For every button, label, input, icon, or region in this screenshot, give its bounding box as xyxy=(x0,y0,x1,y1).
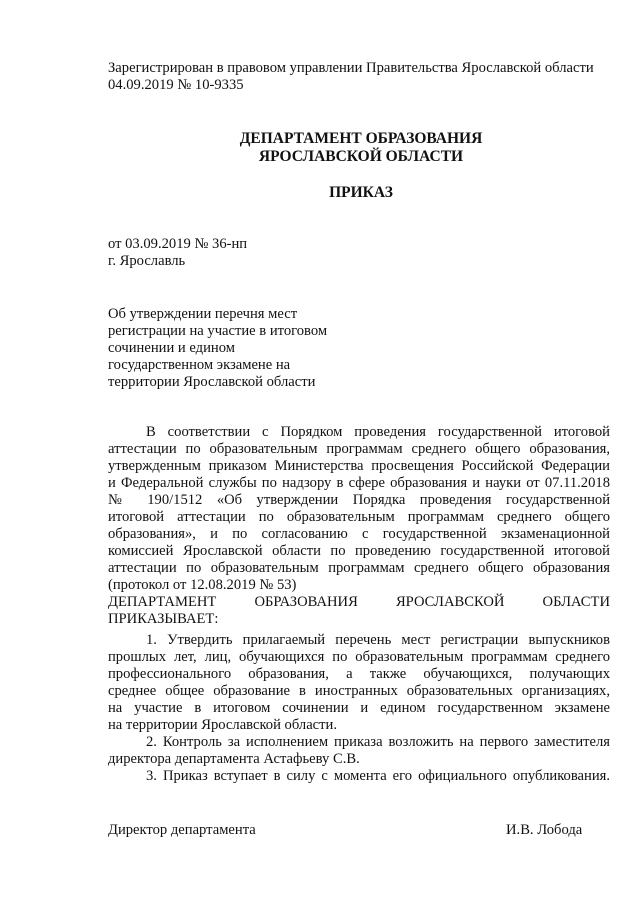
item-1-line: 1. Утвердить прилагаемый перечень мест регистрации выпускников xyxy=(146,632,610,648)
preamble-line: и Федеральной службы по надзору в сфере образования и науки от 07.11.2018 xyxy=(108,475,610,491)
orders-line: ПРИКАЗЫВАЕТ: xyxy=(108,611,219,627)
preamble-line: В соответствии с Порядком проведения государственной итоговой xyxy=(146,424,610,440)
preamble xyxy=(108,424,610,628)
preamble-line: образования», и по согласованию с государственной экзаменационной xyxy=(108,526,610,542)
signature-position: Директор департамента xyxy=(108,822,256,838)
subject-line: регистрации на участие в итоговом xyxy=(108,323,328,339)
city: г. Ярославль xyxy=(108,253,186,269)
subject-line: Об утверждении перечня мест xyxy=(108,306,298,322)
org-name-line-1: ДЕПАРТАМЕНТ ОБРАЗОВАНИЯ xyxy=(239,130,483,147)
item-3-line: 3. Приказ вступает в силу с момента его официального опубликования. xyxy=(146,768,610,784)
document-subject xyxy=(108,306,368,391)
order-items xyxy=(108,632,610,785)
registration-line-2: 04.09.2019 № 10-9335 xyxy=(108,77,244,93)
preamble-line: утвержденным приказом Министерства просвещения Российской Федерации xyxy=(108,458,610,474)
document-meta xyxy=(108,236,610,270)
document-type xyxy=(108,184,614,201)
preamble-line: итоговой аттестации по образовательным программам среднего общего xyxy=(108,509,610,525)
item-1-line: среднее общее образование в иностранных образовательных организациях, xyxy=(108,683,610,699)
preamble-line: аттестации по образовательным программам среднего общего образования, xyxy=(108,441,610,457)
org-name-line-2: ЯРОСЛАВСКОЙ ОБЛАСТИ xyxy=(258,148,464,165)
preamble-line: (протокол от 12.08.2019 № 53) xyxy=(108,577,297,593)
item-2-line: директора департамента Астафьеву С.В. xyxy=(108,751,360,767)
item-1-line: профессионального образования, а также обучающихся, получающих xyxy=(108,666,610,682)
registration-line-1: Зарегистрирован в правовом управлении Правительства Ярославской области xyxy=(108,60,594,76)
document-type-label: ПРИКАЗ xyxy=(329,184,393,201)
subject-line: государственном экзамене на xyxy=(108,357,291,373)
item-1-line: на территории Ярославской области. xyxy=(108,717,337,733)
organization-header xyxy=(108,130,614,166)
department-line: ДЕПАРТАМЕНТ ОБРАЗОВАНИЯ ЯРОСЛАВСКОЙ ОБЛАСТИ xyxy=(108,594,610,610)
preamble-line: № 190/1512 «Об утверждении Порядка проведения государственной xyxy=(108,492,610,508)
item-2-line: 2. Контроль за исполнением приказа возложить на первого заместителя xyxy=(146,734,610,750)
subject-line: сочинении и едином xyxy=(108,340,235,356)
date-number: от 03.09.2019 № 36-нп xyxy=(108,236,248,252)
signature-name: И.В. Лобода xyxy=(506,822,583,838)
preamble-line: аттестации по образовательным программам среднего общего образования xyxy=(108,560,610,576)
item-1-line: на участие в итоговом сочинении и едином государственном экзамене xyxy=(108,700,610,716)
subject-line: территории Ярославской области xyxy=(108,374,316,390)
item-1-line: прошлых лет, лиц, обучающихся по образовательным программам среднего xyxy=(108,649,610,665)
preamble-line: комиссией Ярославской области по проведению государственной итоговой xyxy=(108,543,610,559)
registration-stamp xyxy=(108,60,628,94)
